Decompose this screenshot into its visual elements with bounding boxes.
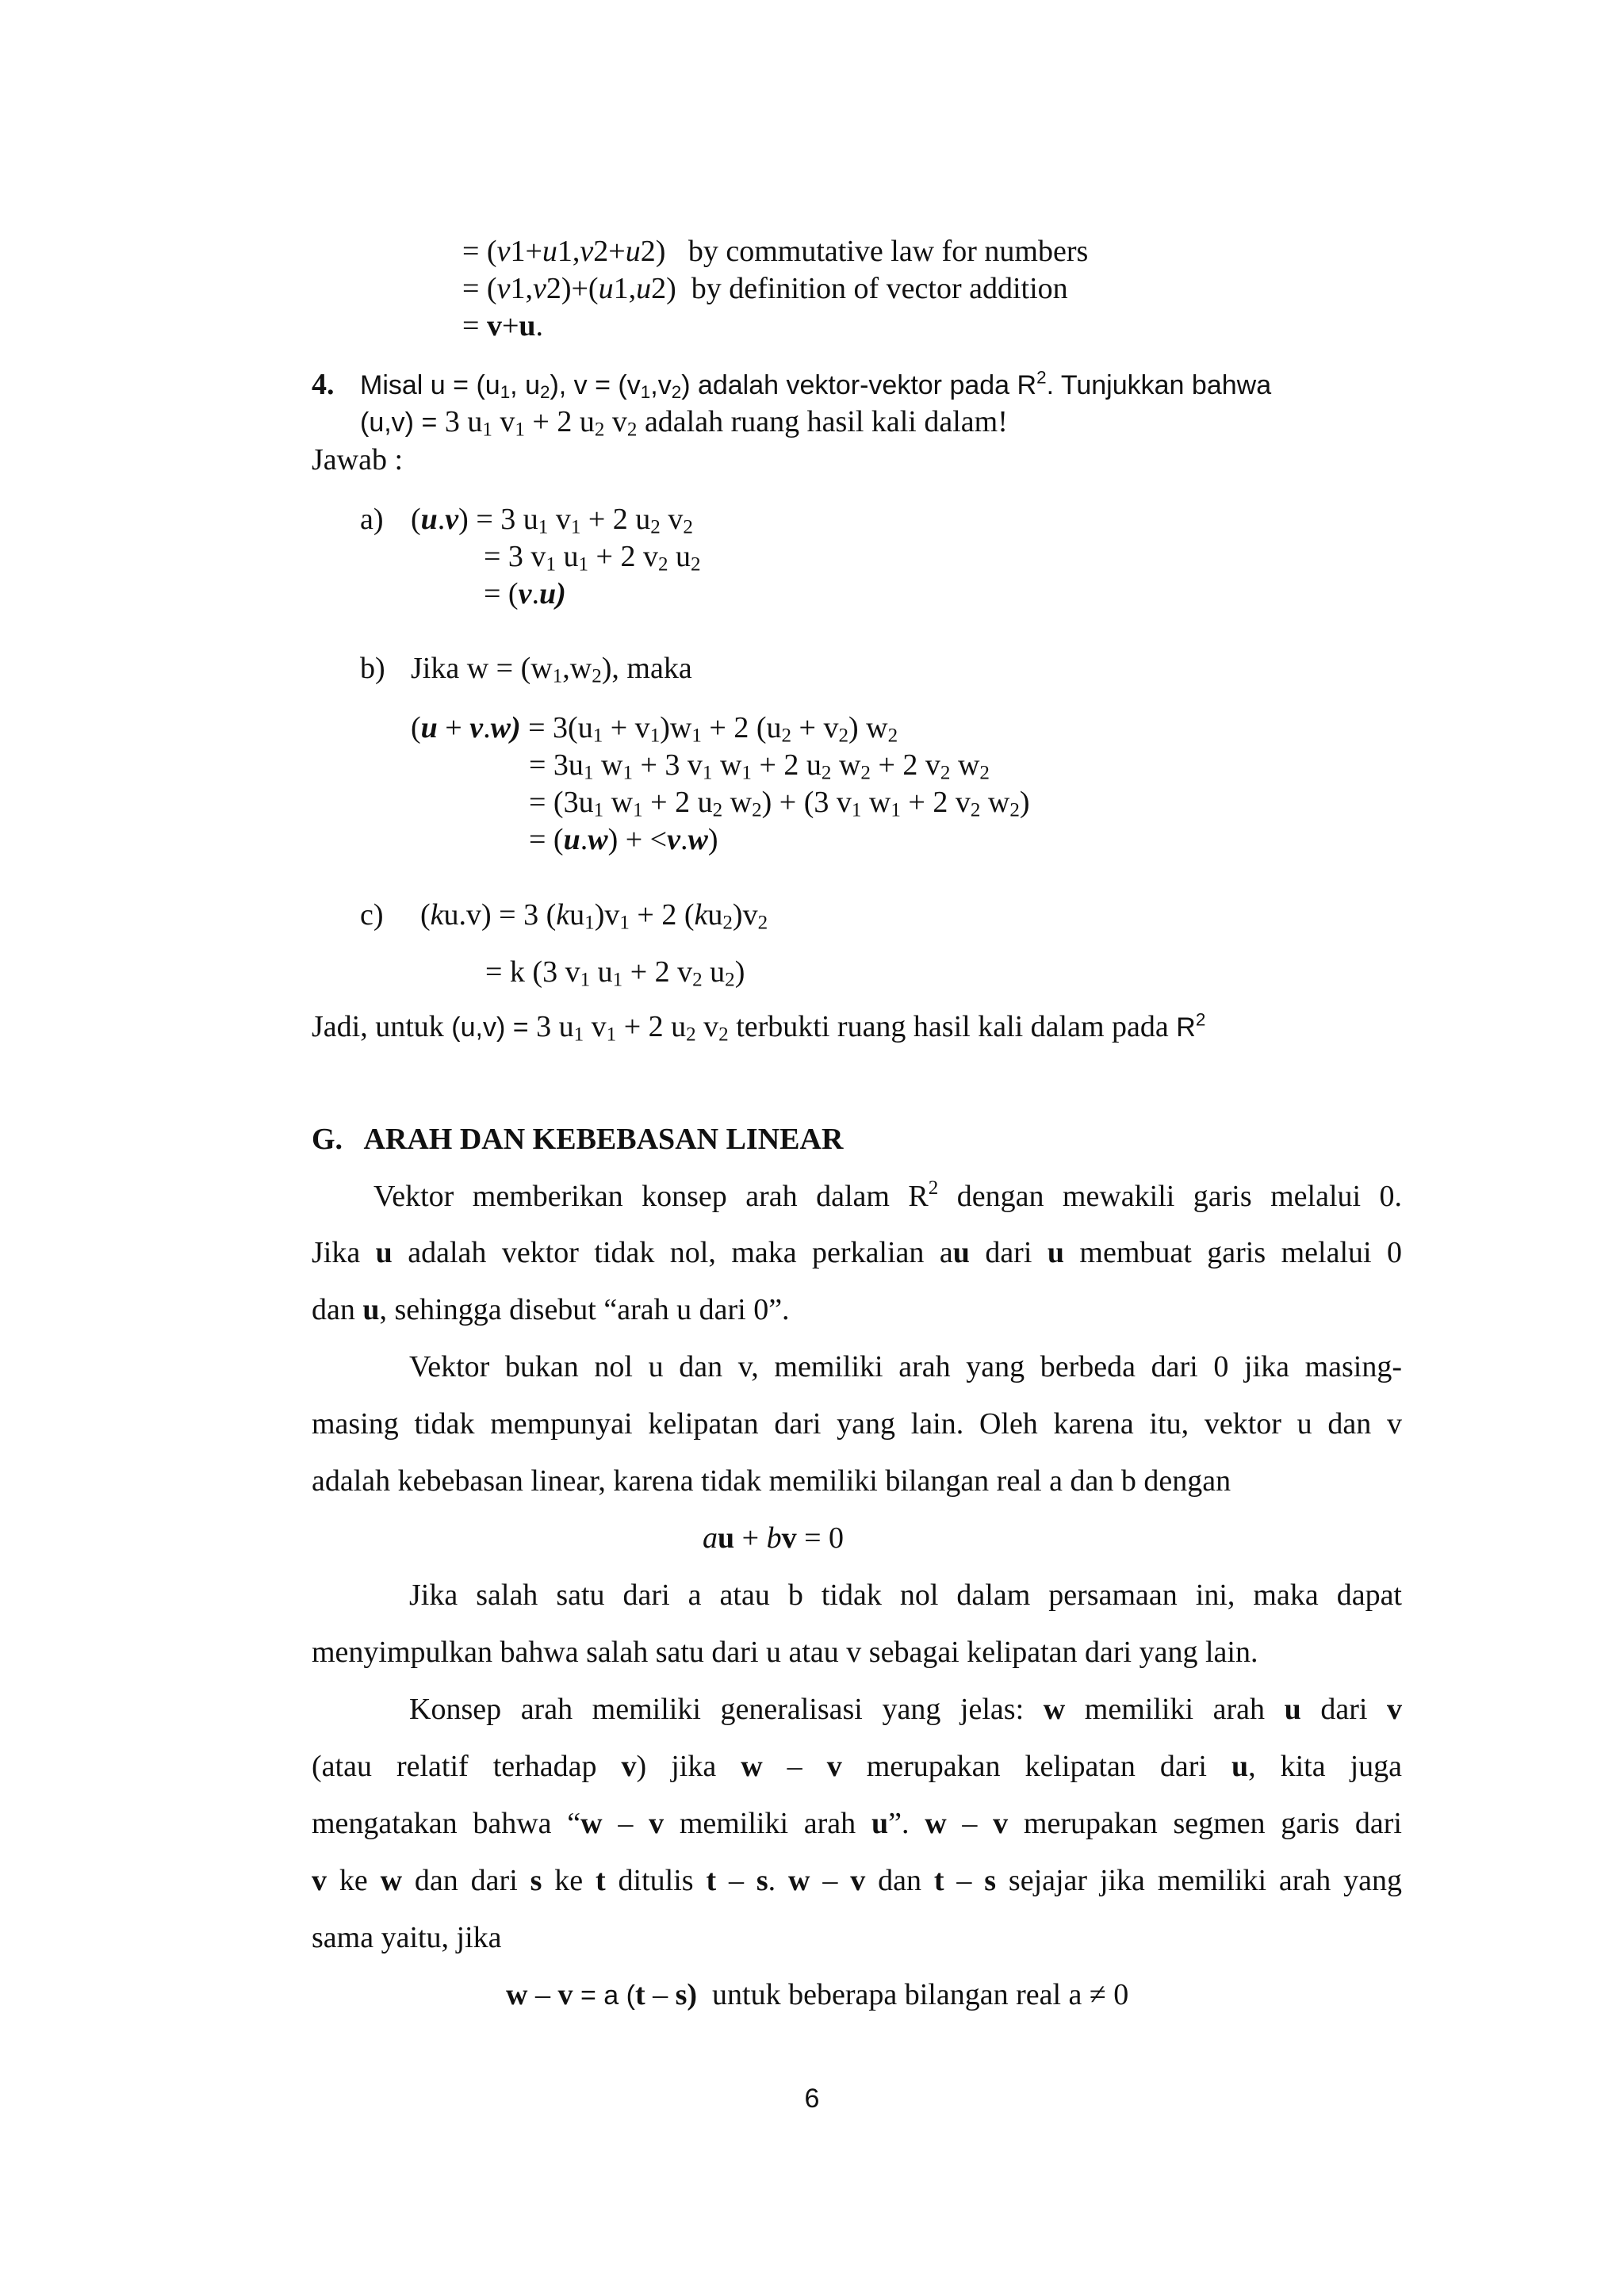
conclusion: Jadi, untuk (u,v) = 3 $u_1$ $v_1 + 2$ $u_2$ $v_2$ terbukti ruang hasil kali dalam pada $R^2$	[312, 1009, 1206, 1046]
para4-line-1: Konsep arah memiliki generalisasi yang jelas: w memiliki arah u dari v	[409, 1693, 1403, 1726]
para3-line-2: menyimpulkan bahwa salah satu dari u atau v sebagai kelipatan dari yang lain.	[312, 1636, 1258, 1669]
proof-line-1: = (v1+u1,v2+u2) by commutative law for numbers	[462, 235, 1089, 268]
proof-line-3: = v+u.	[462, 309, 544, 342]
para4-line-2: (atau relatif terhadap v) jika w – v merupakan kelipatan dari u, kita juga	[312, 1750, 1403, 1783]
part-c-label: c)	[360, 898, 384, 932]
problem-statement-line-2: (u,v) = 3 $u_1$ $v_1 + 2$ $u_2$ $v_2$ adalah ruang hasil kali dalam!	[360, 405, 1008, 441]
para4-line-5: sama yaitu, jika	[312, 1921, 502, 1954]
para4-line-4: v ke w dan dari s ke t ditulis t – s. w – v dan t – s sejajar jika memiliki arah yang	[312, 1864, 1403, 1897]
para1-line-1: Vektor memberikan konsep arah dalam $R^2$ dengan mewakili garis melalui 0.	[373, 1177, 1403, 1213]
part-a-line-2: = 3 $v_1$ $u_1 + 2$ $v_2$ $u_2$	[484, 540, 701, 576]
para4-line-3: mengatakan bahwa “w – v memiliki arah u”. w – v merupakan segmen garis dari	[312, 1807, 1402, 1840]
part-b-line-1: $(u + v.w) = 3(u_1 + v_1)w_1 + 2$ $(u_2 + v_2)$ $w_2$	[411, 711, 898, 747]
part-a-line-1: (u.v) = 3 $u_1$ $v_1 + 2$ $u_2$ $v_2$	[411, 503, 693, 538]
para2-line-1: Vektor bukan nol u dan v, memiliki arah yang berbeda dari 0 jika masing-	[409, 1350, 1402, 1383]
equation-parallel: w – v = a (t – s) untuk beberapa bilangan real a ≠ 0	[506, 1978, 1129, 2011]
equation-linear-independence: au + bv = 0	[703, 1521, 845, 1555]
para1-line-2: Jika u adalah vektor tidak nol, maka perkalian au dari u membuat garis melalui 0	[312, 1236, 1402, 1269]
part-c-line-1: (ku.v) = 3 $(ku_1)v_1 + 2$ $(ku_2)v_2$	[420, 898, 768, 934]
part-a-line-3: = (v.u)	[484, 577, 566, 610]
para2-line-3: adalah kebebasan linear, karena tidak memiliki bilangan real a dan b dengan	[312, 1464, 1231, 1498]
page-number: 6	[804, 2084, 820, 2114]
problem-number: 4.	[312, 368, 335, 401]
problem-statement-line-1: Misal $u = (u_1$, $u_2$), $v = (v_1,v_2)$ adalah vektor-vektor pada $R^2$. Tunjukkan bahwa	[360, 367, 1272, 402]
proof-line-2: = (v1,v2)+(u1,u2) by definition of vector addition	[462, 272, 1068, 305]
section-heading: G. ARAH DAN KEBEBASAN LINEAR	[312, 1123, 844, 1156]
part-b-intro: Jika $w = (w_1,w_2)$, maka	[411, 652, 692, 687]
para3-line-1: Jika salah satu dari a atau b tidak nol dalam persamaan ini, maka dapat	[409, 1578, 1402, 1612]
part-b-line-4: = (u.w) + <v.w)	[529, 823, 718, 856]
part-a-label: a)	[360, 503, 384, 536]
part-b-label: b)	[360, 652, 385, 685]
answer-label: Jawab :	[312, 443, 404, 476]
para1-line-3: dan u, sehingga disebut “arah u dari 0”.	[312, 1293, 790, 1326]
part-b-line-2: = $3u_1$ $w_1 + 3$ $v_1$ $w_1 + 2$ $u_2$ $w_2 + 2$ $v_2$ $w_2$	[529, 748, 990, 784]
part-c-line-2: = k (3 $v_1$ $u_1 + 2$ $v_2$ $u_2$)	[485, 955, 745, 991]
para2-line-2: masing tidak mempunyai kelipatan dari yang lain. Oleh karena itu, vektor u dan v	[312, 1407, 1402, 1441]
part-b-line-3: = ($3u_1$ $w_1 + 2$ $u_2$ $w_2) + (3$ $v_1$ $w_1 + 2$ $v_2$ $w_2$)	[529, 786, 1030, 821]
